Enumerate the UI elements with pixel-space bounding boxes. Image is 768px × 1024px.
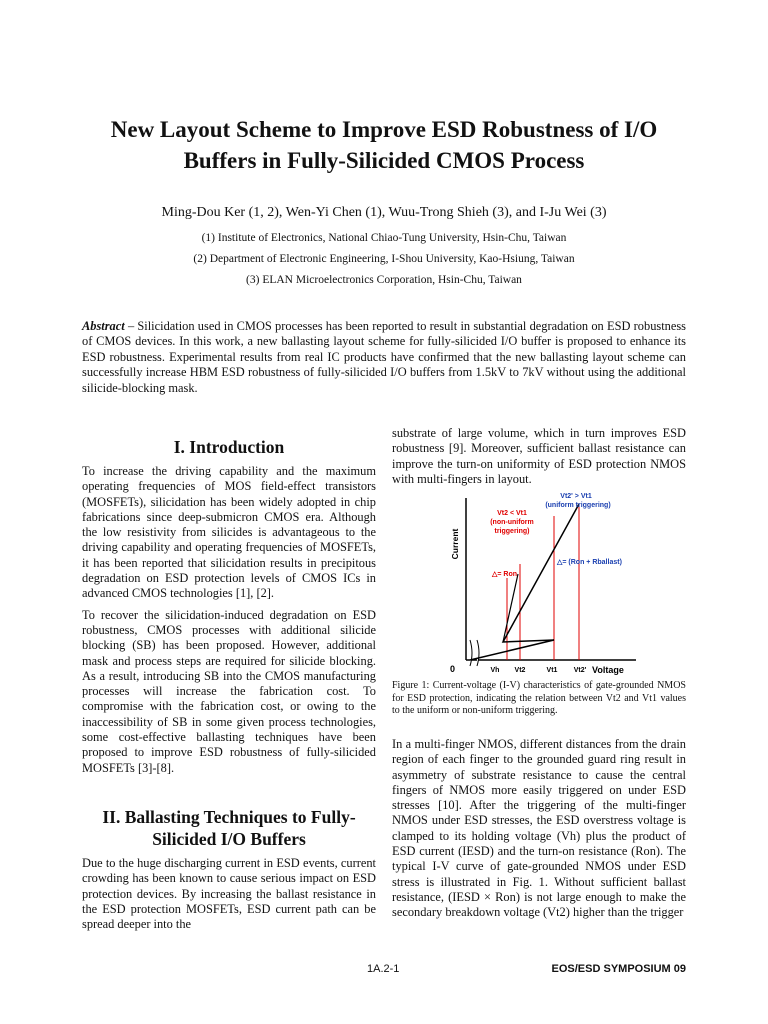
author-list: Ming-Dou Ker (1, 2), Wen-Yi Chen (1), Wuu-Trong Shieh (3), and I-Ju Wei (3): [161, 205, 607, 220]
tick-label-vt2-prime: Vt2': [573, 667, 587, 674]
annotation-nonuniform-line-1: Vt2 < Vt1: [497, 510, 527, 517]
annotation-uniform-line-1: Vt2' > Vt1: [560, 493, 592, 500]
annotation-delta-ballast: △= (Ron + Rballast): [557, 559, 622, 566]
annotation-delta-ron: △= Ron: [492, 571, 518, 578]
right-paragraph-2: In a multi-finger NMOS, different distances from the drain region of each finger to the grounded guard ring result in asymmetry of substrate resistance to cause the central fingers of NMOS more easily triggered on under ESD stresses [10]. After the triggering of the multi-finger NMOS under ESD stresses, the ESD overstress voltage is clamped to its holding voltage (Vh) plus the product of ESD current (IESD) and the turn-on resistance (Ron). The typical I-V curve of gate-grounded NMOS under ESD stress is illustrated in Fig. 1. Without sufficient ballast resistance, (IESD × Ron) is not large enough to make the secondary breakdown voltage (Vt2) higher than the trigger: [392, 737, 686, 920]
right-column-top: [392, 426, 686, 493]
tick-label-vh: Vh: [490, 667, 500, 674]
figure-caption: Figure 1: Current-voltage (I-V) characteristics of gate-grounded NMOS for ESD protection, indicating the relation between Vt2 and Vt1 values to the uniform or non-uniform triggering.: [392, 680, 686, 716]
affiliation-3: (3) ELAN Microelectronics Corporation, Hsin-Chu, Taiwan: [246, 274, 522, 286]
abstract-label: Abstract: [82, 319, 125, 333]
y-axis-label: Current: [450, 528, 460, 560]
ballasting-heading-line-1: II. Ballasting Techniques to Fully-: [102, 807, 356, 827]
tick-label-vt2: Vt2: [514, 667, 526, 674]
affiliation-1: (1) Institute of Electronics, National Chiao-Tung University, Hsin-Chu, Taiwan: [201, 232, 567, 244]
left-column-intro: [82, 464, 376, 782]
section-heading-ballasting: [82, 806, 376, 850]
abstract-text: – Silicidation used in CMOS processes has been reported to result in substantial degradation on ESD robustness of CMOS devices. In this work, a new ballasting layout scheme for fully-silicided I/O buffer is proposed to enhance its ESD robustness. Experimental results from real IC products have confirmed that the new ballasting layout scheme can successfully increase HBM ESD robustness of fully-silicided I/O buffers from 1.5kV to 7kV without using the additional silicide-blocking mask.: [82, 319, 686, 395]
symposium-label: EOS/ESD SYMPOSIUM 09: [551, 963, 686, 975]
iv-characteristic-figure: [440, 490, 640, 675]
title-line-2: Buffers in Fully-Silicided CMOS Process: [183, 148, 585, 173]
right-column-bottom: [392, 737, 686, 927]
tick-label-vt1: Vt1: [546, 667, 558, 674]
title-line-1: New Layout Scheme to Improve ESD Robustness of I/O: [110, 117, 658, 142]
page-number: 1A.2-1: [367, 963, 400, 975]
intro-paragraph-1: To increase the driving capability and the maximum operating frequencies of MOS field-effect transistors (MOSFETs), silicidation has been widely adopted in chip fabrications since deep-submicron CMOS era. Although the low resistivity from silicides is advantageous to the driving capability and operating frequencies of MOSFETs, it has been reported that silicidation results in precipitous degradation on ESD protection levels of CMOS ICs in advanced CMOS technologies [1], [2].: [82, 464, 376, 601]
axis-break-icon: [470, 640, 479, 666]
annotation-nonuniform-line-2: (non-uniform: [490, 519, 534, 526]
paper-title: [60, 114, 708, 176]
abstract: [82, 319, 686, 396]
intro-paragraph-2: To recover the silicidation-induced degradation on ESD robustness, CMOS processes with additional silicide blocking (SB) has been proposed. However, additional mask and process steps are required for silicide blocking. As a result, introducing SB into the CMOS manufacturing processes will increase the fabrication cost. To compromise with the fabrication cost, or owing to the inaccessibility of SB in some given process technologies, some cost-effective ballasting techniques have been proposed to improve ESD robustness of fully-silicided MOSFETs [3]-[8].: [82, 607, 376, 775]
ballasting-heading-line-2: Silicided I/O Buffers: [152, 829, 306, 849]
affiliation-2: (2) Department of Electronic Engineering, I-Shou University, Kao-Hsiung, Taiwan: [193, 253, 575, 265]
annotation-nonuniform-line-3: triggering): [494, 528, 530, 535]
ballast-paragraph-1: Due to the huge discharging current in ESD events, current crowding has been known to cause serious impact on ESD protection devices. By increasing the ballast resistance in the ESD protection MOSFETs, ESD current path can be spread deeper into the: [82, 856, 376, 932]
annotation-uniform-line-2: (uniform triggering): [545, 502, 611, 509]
ron-slope-line: [503, 574, 518, 642]
x-axis-label: Voltage: [592, 665, 624, 675]
right-paragraph-1: substrate of large volume, which in turn improves ESD robustness [9]. Moreover, sufficient ballast resistance can improve the turn-on uniformity of ESD protection NMOS with multi-fingers in layout.: [392, 426, 686, 486]
left-column-ballast: [82, 856, 376, 938]
section-heading-introduction: I. Introduction: [173, 437, 285, 457]
origin-label: 0: [450, 664, 456, 674]
